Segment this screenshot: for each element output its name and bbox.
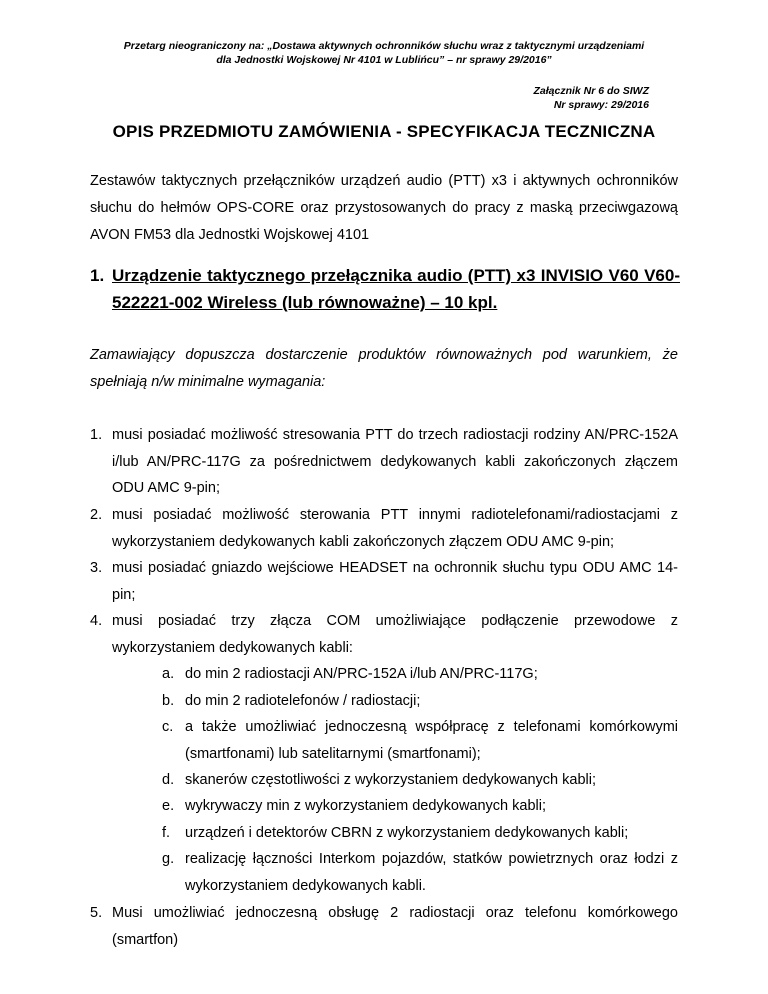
requirement-number: 3. — [90, 560, 103, 576]
sub-item-text: urządzeń i detektorów CBRN z wykorzystaniem dedykowanych kabli; — [185, 825, 629, 841]
sub-item-letter: a. — [162, 666, 175, 682]
sub-item — [162, 793, 678, 820]
sub-item-letter: c. — [162, 719, 174, 735]
equivalence-note: Zamawiający dopuszcza dostarczenie produktów równoważnych pod warunkiem, że spełniają n/w minimalne wymagania: — [90, 347, 678, 390]
requirement-number: 1. — [90, 427, 103, 443]
document-title: OPIS PRZEDMIOTU ZAMÓWIENIA - SPECYFIKACJA TECZNICZNA — [112, 122, 656, 141]
sub-item-letter: g. — [162, 851, 175, 867]
requirement-text: musi posiadać możliwość stresowania PTT do trzech radiostacji rodziny AN/PRC-152A i/lub AN/PRC-117G za pośrednictwem dedykowanych kabli zakończonych złączem ODU AMC 9-pin; — [112, 427, 678, 496]
requirement-item — [90, 608, 678, 661]
requirement-item — [90, 502, 678, 555]
annex-reference — [533, 84, 649, 112]
requirement-text: Musi umożliwiać jednoczesną obsługę 2 radiostacji oraz telefonu komórkowego (smartfon) — [112, 905, 678, 948]
requirement-text: musi posiadać możliwość sterowania PTT innymi radiotelefonami/radiostacjami z wykorzystaniem dedykowanych kabli zakończonych złączem ODU AMC 9-pin; — [112, 507, 678, 550]
requirement-text: musi posiadać trzy złącza COM umożliwiające podłączenie przewodowe z wykorzystaniem dedykowanych kabli: — [112, 613, 678, 656]
sub-item-letter: e. — [162, 798, 175, 814]
intro-paragraph: Zestawów taktycznych przełączników urządzeń audio (PTT) x3 i aktywnych ochronników słuchu do hełmów OPS-CORE oraz przystosowanych do pracy z maską przeciwgazową AVON FM53 dla Jednostki Wojskowej 4101 — [90, 173, 678, 243]
page-header — [0, 39, 768, 67]
section-number: 1. — [90, 266, 105, 285]
requirement-item — [90, 900, 678, 953]
sub-item — [162, 661, 678, 688]
sub-item — [162, 820, 678, 847]
requirement-number: 5. — [90, 905, 103, 921]
sub-item-letter: f. — [162, 825, 171, 841]
sub-item-text: realizację łączności Interkom pojazdów, statków powietrznych oraz łodzi z wykorzystaniem dedykowanych kabli. — [185, 851, 678, 894]
requirement-number: 2. — [90, 507, 103, 523]
sub-item — [162, 767, 678, 794]
sub-item — [162, 846, 678, 899]
requirement-text: musi posiadać gniazdo wejściowe HEADSET na ochronnik słuchu typu ODU AMC 14-pin; — [112, 560, 678, 603]
case-number: Nr sprawy: 29/2016 — [553, 99, 649, 111]
requirement-number: 4. — [90, 613, 103, 629]
header-line-2: dla Jednostki Wojskowej Nr 4101 w Lublińcu” – nr sprawy 29/2016” — [216, 54, 552, 66]
sub-item — [162, 688, 678, 715]
section-title: Urządzenie taktycznego przełącznika audio (PTT) x3 INVISIO V60 V60-522221-002 Wireless (lub równoważne) – 10 kpl. — [112, 266, 680, 312]
sub-item-letter: d. — [162, 772, 175, 788]
sub-item-text: do min 2 radiotelefonów / radiostacji; — [185, 693, 421, 709]
sub-item-letter: b. — [162, 693, 175, 709]
header-line-1: Przetarg nieograniczony na: „Dostawa aktywnych ochronników słuchu wraz z taktycznymi urządzeniami — [123, 40, 645, 52]
sub-item — [162, 714, 678, 767]
sub-item-text: wykrywaczy min z wykorzystaniem dedykowanych kabli; — [185, 798, 546, 814]
sub-item-text: a także umożliwiać jednoczesną współpracę z telefonami komórkowymi (smartfonami) lub satelitarnymi (smartfonami); — [185, 719, 678, 762]
requirement-item — [90, 422, 678, 502]
section-heading — [90, 262, 680, 316]
sub-item-text: skanerów częstotliwości z wykorzystaniem dedykowanych kabli; — [185, 772, 596, 788]
sub-item-text: do min 2 radiostacji AN/PRC-152A i/lub AN/PRC-117G; — [185, 666, 538, 682]
annex-number: Załącznik Nr 6 do SIWZ — [533, 85, 649, 97]
requirement-item — [90, 555, 678, 608]
